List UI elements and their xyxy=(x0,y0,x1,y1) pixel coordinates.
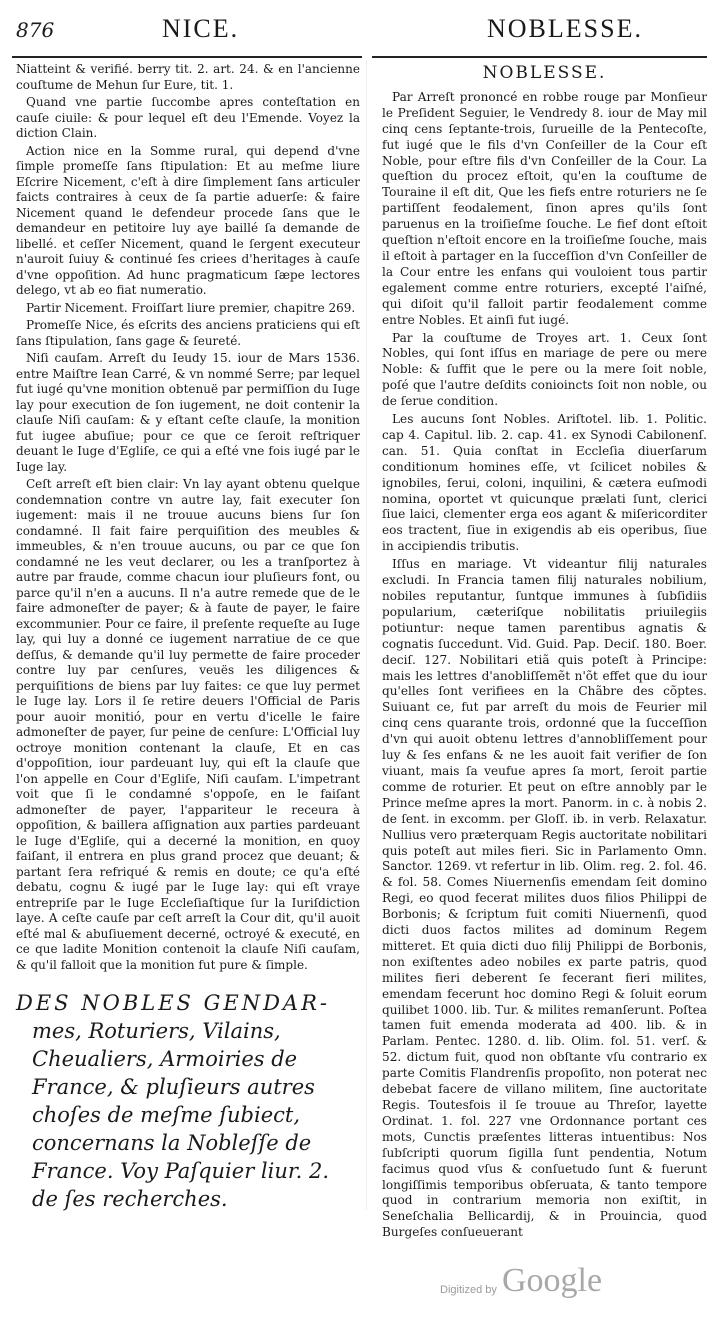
paragraph: Par la couſtume de Troyes art. 1. Ceux ſont Nobles, qui ſont iſſus en mariage de pere ou mere Noble: & ſuffit que le pere ou la mere ſoit noble, poſé que l'autre deſdits conioincts ſoit non noble, ou de ſerue condition. xyxy=(382,330,707,409)
left-column xyxy=(16,62,360,1213)
right-page-header xyxy=(372,12,712,52)
paragraph: Niatteint & verifié. berry tit. 2. art. 24. & en l'ancienne couſtume de Mehun ſur Eure, tit. 1. xyxy=(16,62,360,92)
left-running-title: NICE. xyxy=(162,14,240,43)
section-title-continuation: mes, Roturiers, Vilains, Cheualiers, Armoiries de France, & pluſieurs autres choſes de meſme ſubiect, concernans la Nobleſſe de France. Voy Paſquier liur. 2. de ſes recherches. xyxy=(32,1019,329,1211)
digitized-watermark xyxy=(440,1262,680,1312)
right-column xyxy=(382,62,707,1243)
column-gutter xyxy=(366,60,367,1210)
paragraph: Action nice en la Somme rural, qui depend d'vne ſimple promeſſe ſans ſtipulation: Et au meſme liure Eſcrire Nicement, c'eſt à dire ſimplement ſans articuler faicts contraires à ceux de ſa partie aduerſe: & faire Nicement quand le defendeur procede ſans que le demandeur en petitoire luy aye baillé ſa demande de libellé. et ceſſer Nicement, quand le ſergent executeur n'auroit ſuiuy & continué ſes criees d'heritages à cauſe d'vne oppoſition. Ad hunc pragmaticum ſæpe lectores delego, vt ab eo fiat numeratio. xyxy=(16,143,360,297)
paragraph: Promeſſe Nice, és eſcrits des anciens praticiens qui eſt ſans ſtipulation, ſans gage & ſeureté. xyxy=(16,318,360,348)
section-heading: NOBLESSE. xyxy=(482,63,607,83)
paragraph: Par Arreſt prononcé en robbe rouge par Monſieur le Preſident Seguier, le Vendredy 8. iour de May mil cinq cens ſeptante-trois, ſurueille de la Pentecoſte, fut iugé que le fils d'vn Conſeiller de la Cour eſt Noble, pour eſtre fils d'vn Conſeiller de la Cour. La queſtion du procez eſtoit, qu'en la couſtume de Touraine il eſt dit, Que les fiefs entre roturiers ne ſe partiſſent feodalement, ſinon apres qu'ils ſont paruenus en la troiſieſme ſouche. Le fief dont eſtoit queſtion n'eſtoit encore en la troiſieſme ſouche, mais il eſtoit à partager en la ſucceſſion d'vn Conſeiller de la Cour entre les enfans qui vouloient tous partir egalement comme entre roturiers, excepté l'aiſné, qui diſoit qu'il falloit partir feodalement comme entre Nobles. Et ainſi fut iugé. xyxy=(382,89,707,327)
section-title-line: DES NOBLES GENDAR- xyxy=(16,991,330,1015)
google-logo: Google xyxy=(502,1262,603,1299)
paragraph: Les aucuns ſont Nobles. Ariſtotel. lib. 1. Politic. cap 4. Capitul. lib. 2. cap. 41. ex Synodi Cabilonenſ. can. 51. Quia conſtat in Eccleſia diuerſarum conditionum homines eſſe, vt ſcilicet nobiles & ignobiles, ſerui, coloni, inquilini, & cætera euſmodi nomina, oportet vt quicunque prælati ſunt, clerici ſiue laici, clementer erga eos agant & miſericorditer eos tractent, ſiue in exigendis ab eis operibus, ſiue in accipiendis tributis. xyxy=(382,412,707,554)
paragraph: Ceſt arreſt eſt bien clair: Vn lay ayant obtenu quelque condemnation contre vn autre lay, fait executer ſon iugement: mais il ne trouue aucuns biens ſur ſon condamné. Il fait faire perquiſition des meubles & immeubles, & n'en trouue aucuns, ou par ce que ſon condamné ne les veut declarer, ou les a tranſportez à autre par fraude, comme chacun iour pluſieurs font, ou parce qu'il n'en a aucuns. Il n'a autre remede que de le faire admoneſter de payer; & à faute de payer, le faire excommunier. Pour ce faire, il preſente requeſte au Iuge lay, qui luy a donné ce iugement narratiue de ce que deſſus, & demande qu'il luy permette de faire proceder contre luy par cenſures, veuës les diligences & perquiſitions de biens par luy faites: ce que luy permet le Iuge lay. Lors il ſe retire deuers l'Official de Paris pour auoir monitió, pour en vertu d'icelle le faire admoneſter de payer, ſur peine de cenſure: L'Official luy octroye monition contenant la clauſe, Et en cas d'oppoſition, iour pardeuant luy, qui eſt la clauſe que l'on appelle en Cour d'Egliſe, Niſi cauſam. L'impetrant voit que ſi le condamné s'oppoſe, en le faiſant admoneſter de payer, l'appariteur le receura à oppoſition, & baillera aſſignation aux parties pardeuant le Iuge d'Egliſe, qui a decerné la monition, en quoy faiſant, il entrera en plus grand procez que deuant; & partant ſera refriqué & remis en doute; ce qu'a eſté debatu, cognu & iugé par le Iuge lay: qui eſt vraye entrepriſe par le Iuge Eccleſiaſtique ſur la Iuriſdiction laye. A ceſte cauſe par ceſt arreſt la Cour dit, qu'il auoit eſté mal & abuſiuement decerné, octroyé & executé, en ce que ladite Monition contenoit la clauſe Niſi cauſam, & qu'il falloit que la monition fut pure & ſimple. xyxy=(16,477,360,972)
section-title-nobles xyxy=(16,989,360,1213)
paragraph: Quand vne partie ſuccombe apres conteſtation en cauſe ciuile: & pour lequel eſt deu l'Emende. Voyez la diction Clain. xyxy=(16,95,360,140)
paragraph: Iſſus en mariage. Vt videantur filij naturales excludi. In Francia tamen filij naturales nobilium, nobiles reputantur, ſuntque immunes à ſubſidiis popularium, cæteriſque nobilitatis priuilegiis potiuntur: neque tamen parentibus agnatis & cognatis ſuccedunt. Vid. Guid. Pap. Deciſ. 180. Boer. deciſ. 127. Nobilitari etiã quis poteſt à Principe: mais les lettres d'anobliſſemẽt n'õt effet que du iour qu'elles ſont verifiees en la Chãbre des cõptes. Suiuant ce, fut par arreſt du mois de Feurier mil cinq cens quarante trois, ordonné que la ſucceſſion d'vn qui auoit obtenu lettres d'annobliſſement pour luy & ſes enfans & ne les auoit fait verifier de ſon viuant, mais ſa veufue apres ſa mort, ſeroit partie comme de roturier. Et peut on eſtre annobly par le Prince meſme apres la mort. Panorm. in c. à nobis 2. de ſent. in excomm. per Gloſſ. ib. in verb. Relaxatur. Nullius vero præterquam Regis auctoritate nobilitari quis poteſt aut miles fieri. Sic in Parlamento Omn. Sanctor. 1269. vt refertur in lib. Olim. reg. 2. fol. 46. & fol. 58. Comes Niuernenſis emendam ſeit domino Regi, eo quod fecerat milites duos filios Philippi de Borbonis; & ſcriptum fuit comiti Niuernenſi, quod dicti duos factos milites ad dominum Regem mitteret. Et quia dicti duo filij Philippi de Borbonis, non exiſtentes adeo nobiles ex parte patris, quod milites fieri deberent ſe fecerant fieri milites, emendam fecerunt hoc domino Regi & ſoluit eorum quilibet 1000. lib. Tur. & milites remanſerunt. Poſtea tamen fuit emenda moderata ad 400. lib. & in Parlam. Pentec. 1280. d. lib. Olim. fol. 51. verſ. & 52. dictum fuit, quod non obſtante vſu contrario ex parte Comitis Flandrenſis propoſito, non poterat nec debebat facere de villano militem, ſine auctoritate Regis. Toutesfois il ſe trouue au Threſor, layette Ordinat. 1. fol. 227 vne Ordonnance portant ces mots, Cunctis præſentes litteras intuentibus: Nos ſubſcripti quorum ſigilla ſunt pendentia, Notum facimus quod vſus & conſuetudo ſunt & fuerunt longiſſimis temporibus obſeruata, & tanto tempore quod in contrarium memoria non exiſtit, in Seneſchalia Bellicardij, & in Prouincia, quod Burgeſes conſueuerant xyxy=(382,557,708,1240)
left-page-header xyxy=(12,12,367,52)
right-running-title: NOBLESSE. xyxy=(487,14,643,43)
watermark-caption: Digitized by xyxy=(440,1284,497,1296)
page-number: 876 xyxy=(16,18,55,42)
header-rule-right xyxy=(372,56,707,58)
paragraph: Partir Nicement. Froiſſart liure premier, chapitre 269. xyxy=(26,300,356,315)
header-rule-left xyxy=(12,56,362,58)
paragraph: Niſi cauſam. Arreſt du Ieudy 15. iour de Mars 1536. entre Maiſtre Iean Carré, & vn nommé Serre; par lequel fut iugé qu'vne monition obtenuë par permiſſion du Iuge lay pour execution de ſon iugement, ne doit contenir la clauſe Niſi cauſam: & y eſtant ceſte clauſe, la monition fut iugee abuſiue; pour ce que ce ſeroit reſtriquer deuant le Iuge d'Egliſe, ce qui a eſté vne fois iugé par le Iuge lay. xyxy=(16,351,360,474)
